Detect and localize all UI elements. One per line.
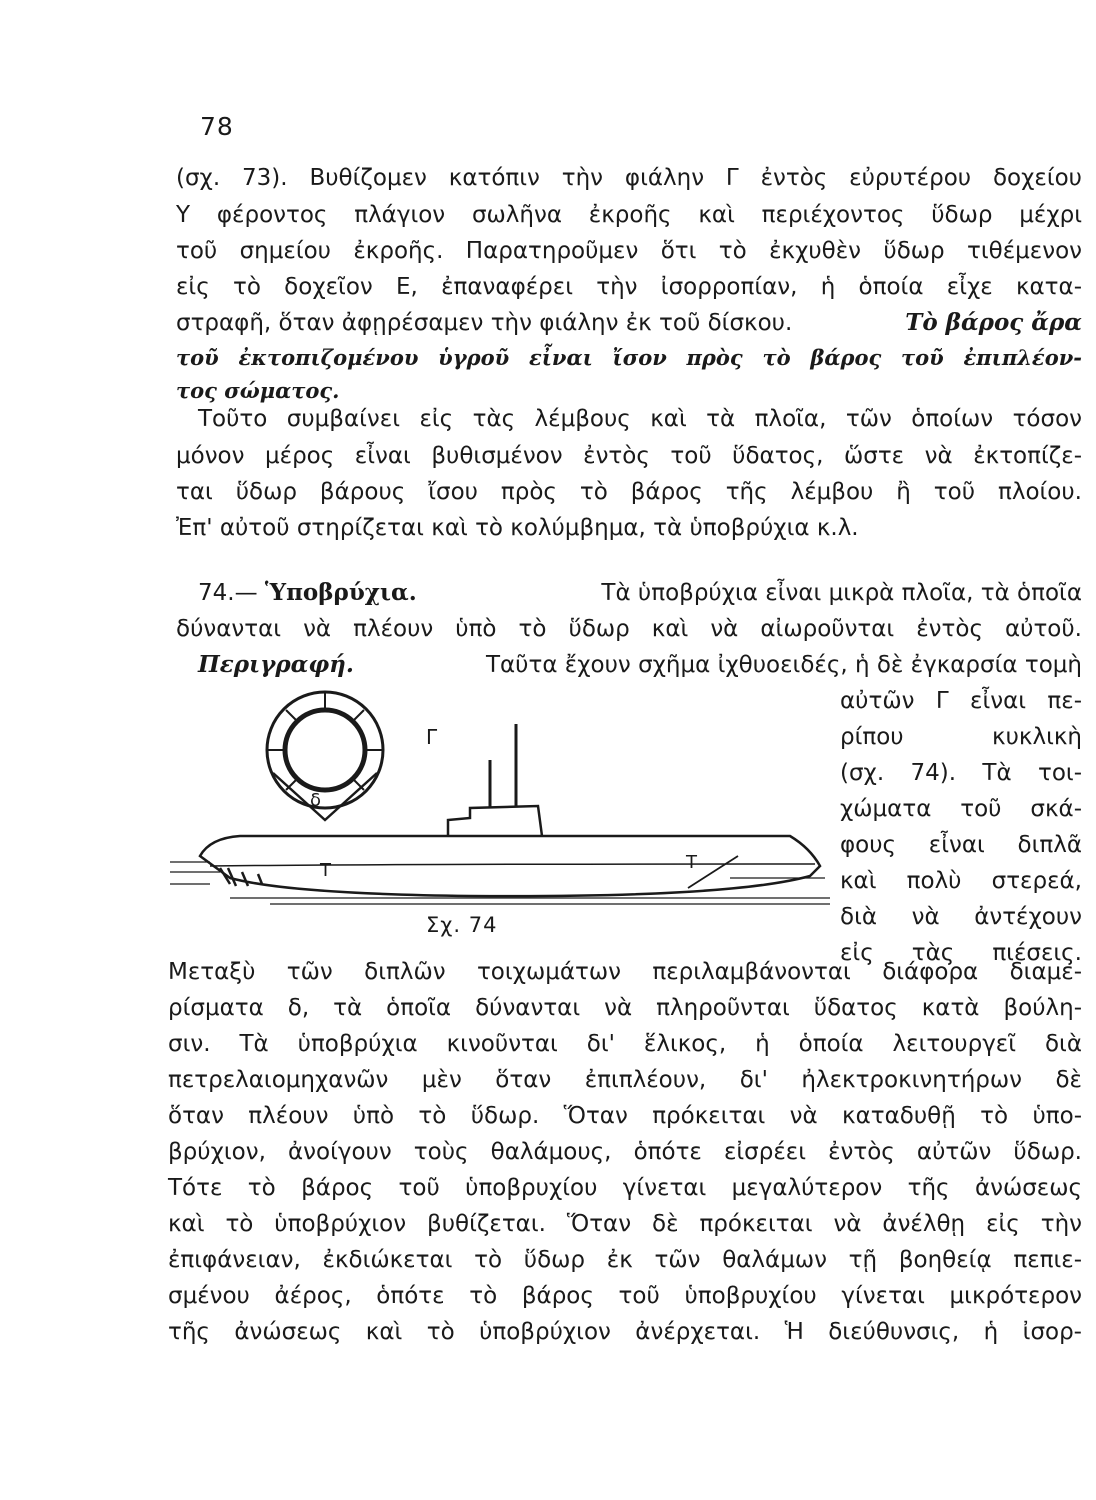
side-text-line: εἰς τὰς πιέσεις. — [840, 940, 1082, 966]
side-text-line: φους εἶναι διπλᾶ — [840, 832, 1082, 858]
section-line — [198, 578, 1082, 608]
text-line: Τότε τὸ βάρος τοῦ ὑποβρυχίου γίνεται μεγαλύτερον τῆς ἀνώσεως — [168, 1175, 1082, 1201]
side-text-line: (σχ. 74). Τὰ τοι- — [840, 760, 1082, 786]
waterline — [170, 862, 830, 904]
cross-section — [267, 692, 383, 820]
label-t1: Τ — [320, 860, 331, 881]
side-text-line: διὰ νὰ ἀντέχουν — [840, 904, 1082, 930]
text-line: Μεταξὺ τῶν διπλῶν τοιχωμάτων περιλαμβάνονται διάφορα διαμε- — [168, 959, 1082, 985]
text-line: σμένου ἀέρος, ὁπότε τὸ βάρος τοῦ ὑποβρυχίου γίνεται μικρότερον — [168, 1283, 1082, 1309]
text-line: τοῦ σημείου ἐκροῆς. Παρατηροῦμεν ὅτι τὸ ἐκχυθὲν ὕδωρ τιθέμενον — [176, 238, 1082, 264]
label-delta: δ — [310, 790, 322, 811]
text-line: μόνον μέρος εἶναι βυθισμένον ἐντὸς τοῦ ὕδατος, ὥστε νὰ ἐκτοπίζε- — [176, 443, 1082, 469]
label-gamma: Γ — [426, 725, 438, 749]
text-line: Υ φέροντος πλάγιον σωλῆνα ἐκροῆς καὶ περιέχοντος ὕδωρ μέχρι — [176, 202, 1082, 228]
text-line: ται ὕδωρ βάρους ἴσου πρὸς τὸ βάρος τῆς λέμβου ἢ τοῦ πλοίου. — [176, 479, 1082, 505]
text-line: τῆς ἀνώσεως καὶ τὸ ὑποβρύχιον ἀνέρχεται. Ἡ διεύθυνσις, ἡ ἰσορ- — [168, 1319, 1082, 1345]
emphasis-text: Τὸ βάρος ἄρα — [905, 309, 1082, 336]
text-line: (σχ. 73). Βυθίζομεν κατόπιν τὴν φιάλην Γ ἐντὸς εὐρυτέρου δοχείου — [176, 165, 1082, 191]
submarine-illustration — [170, 688, 830, 918]
emphasis-line: τοῦ ἐκτοπιζομένου ὑγροῦ εἶναι ἴσον πρὸς τὸ βάρος τοῦ ἐπιπλέον- — [176, 345, 1082, 370]
side-text-line: αὐτῶν Γ εἶναι πε- — [840, 688, 1082, 714]
text-line — [198, 650, 1082, 680]
text-plain: Ταῦτα ἔχουν σχῆμα ἰχθυοειδές, ἡ δὲ ἐγκαρσία τομὴ — [485, 652, 1082, 678]
submarine-figure — [170, 688, 830, 918]
side-text-line: καὶ πολὺ στερεά, — [840, 868, 1082, 894]
description-label: Περιγραφή. — [198, 651, 354, 678]
figure-caption: Σχ. 74 — [426, 913, 498, 937]
text-line: βρύχιον, ἀνοίγουν τοὺς θαλάμους, ὁπότε εἰσρέει ἐντὸς αὐτῶν ὕδωρ. — [168, 1139, 1082, 1165]
section-title: Ὑποβρύχια. — [264, 579, 417, 606]
side-text-line: ρίπου κυκλικὴ — [840, 724, 1082, 750]
text-plain: Τὰ ὑποβρύχια εἶναι μικρὰ πλοῖα, τὰ ὁποῖα — [601, 580, 1082, 606]
emphasis-line: τος σώματος. — [176, 378, 340, 403]
page-number: 78 — [200, 112, 234, 141]
text-line: ὅταν πλέουν ὑπὸ τὸ ὕδωρ. Ὅταν πρόκειται νὰ καταδυθῇ τὸ ὑπο- — [168, 1103, 1082, 1129]
submarine-hull — [200, 724, 820, 896]
text-line: εἰς τὸ δοχεῖον Ε, ἐπαναφέρει τὴν ἰσορροπίαν, ἡ ὁποία εἶχε κατα- — [176, 274, 1082, 300]
text-plain: στραφῆ, ὅταν ἀφῃρέσαμεν τὴν φιάλην ἐκ τοῦ δίσκου. — [176, 310, 793, 336]
text-line: Τοῦτο συμβαίνει εἰς τὰς λέμβους καὶ τὰ πλοῖα, τῶν ὁποίων τόσον — [198, 406, 1082, 432]
label-t2: Τ — [686, 852, 697, 873]
side-text-line: χώματα τοῦ σκά- — [840, 796, 1082, 822]
text-line: Ἐπ' αὐτοῦ στηρίζεται καὶ τὸ κολύμβημα, τὰ ὑποβρύχια κ.λ. — [176, 515, 859, 541]
text-line: σιν. Τὰ ὑποβρύχια κινοῦνται δι' ἕλικος, ἡ ὁποία λειτουργεῖ διὰ — [168, 1031, 1082, 1057]
text-line: πετρελαιομηχανῶν μὲν ὅταν ἐπιπλέουν, δι' ἠλεκτροκινητήρων δὲ — [168, 1067, 1082, 1093]
text-line: καὶ τὸ ὑποβρύχιον βυθίζεται. Ὅταν δὲ πρόκειται νὰ ἀνέλθῃ εἰς τὴν — [168, 1211, 1082, 1237]
text-line: ἐπιφάνειαν, ἐκδιώκεται τὸ ὕδωρ ἐκ τῶν θαλάμων τῇ βοηθείᾳ πεπιε- — [168, 1247, 1082, 1273]
section-number: 74.— — [198, 580, 258, 606]
text-line: δύνανται νὰ πλέουν ὑπὸ τὸ ὕδωρ καὶ νὰ αἰωροῦνται ἐντὸς αὐτοῦ. — [176, 616, 1082, 642]
text-line: ρίσματα δ, τὰ ὁποῖα δύνανται νὰ πληροῦνται ὕδατος κατὰ βούλη- — [168, 995, 1082, 1021]
text-line — [176, 308, 1082, 338]
